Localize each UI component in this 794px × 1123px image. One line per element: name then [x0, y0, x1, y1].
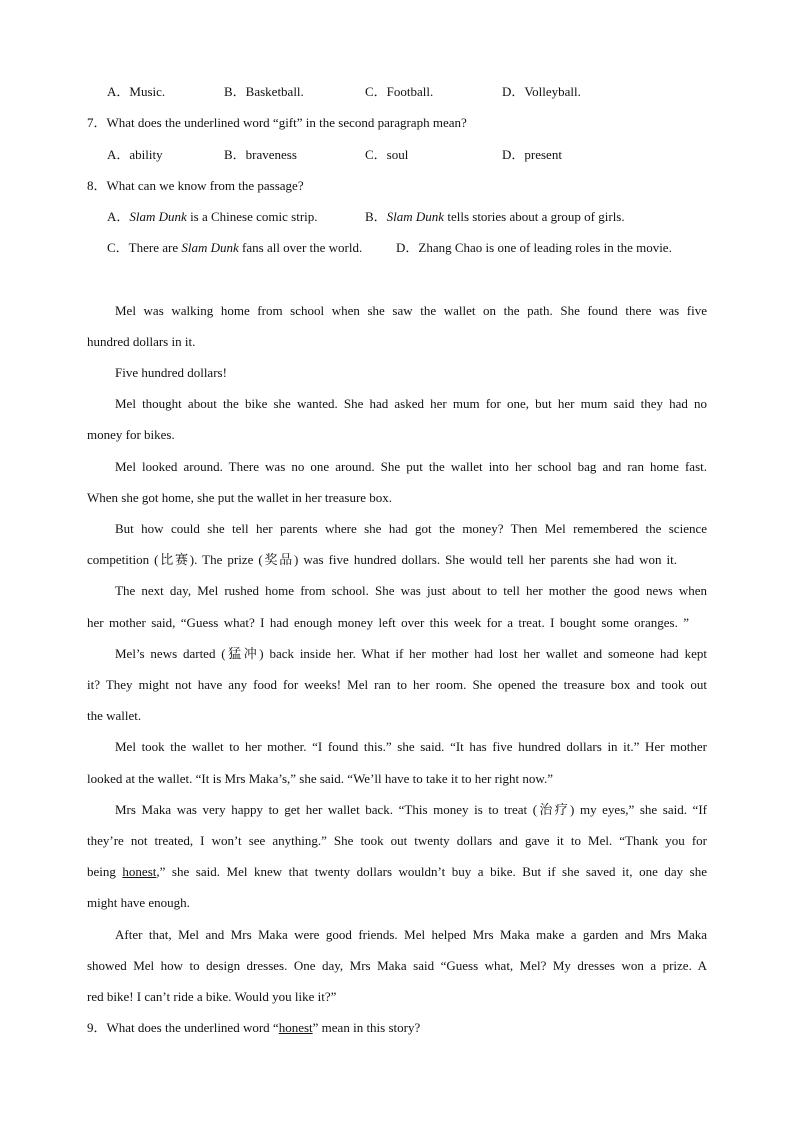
q6-option-a: A．Music. — [107, 84, 166, 99]
q6-option-c: C．Football. — [365, 84, 434, 99]
q7-option-d: D．present — [502, 147, 562, 162]
passage-line: The next day, Mel rushed home from school. She was just about to tell her mother the good news when — [115, 583, 707, 598]
passage-line: might have enough. — [87, 895, 190, 910]
passage-line: they’re not treated, I won’t see anything.” She took out twenty dollars and gave it to Mel. “Thank you for — [87, 833, 707, 848]
passage-line: Mel was walking home from school when she saw the wallet on the path. She found there was five — [115, 303, 707, 318]
passage-line: When she got home, she put the wallet in her treasure box. — [87, 490, 393, 505]
passage-line: Mel thought about the bike she wanted. She had asked her mum for one, but her mum said they had no — [115, 396, 707, 411]
q8-option-b: B．Slam Dunk tells stories about a group of girls. — [365, 209, 625, 224]
q8-stem: 8．What can we know from the passage? — [87, 178, 304, 193]
q7-option-b: B．braveness — [224, 147, 297, 162]
question-9-stem: 9．What does the underlined word “honest” mean in this story? — [87, 1020, 421, 1035]
passage-line: After that, Mel and Mrs Maka were good friends. Mel helped Mrs Maka make a garden and Mrs Maka — [115, 927, 707, 942]
passage-line: it? They might not have any food for weeks! Mel ran to her room. She opened the treasure box and took out — [87, 677, 707, 692]
passage-line: looked at the wallet. “It is Mrs Maka’s,” she said. “We’ll have to take it to her right now.” — [87, 771, 553, 786]
q7-option-c: C．soul — [365, 147, 409, 162]
underlined-word-honest: honest — [278, 1020, 313, 1035]
passage-line: But how could she tell her parents where she had got the money? Then Mel remembered the science — [115, 521, 707, 536]
passage-line: showed Mel how to design dresses. One day, Mrs Maka said “Guess what, Mel? My dresses won a prize. A — [87, 958, 707, 973]
passage-line: Mrs Maka was very happy to get her wallet back. “This money is to treat (治疗) my eyes,” she said. “If — [115, 802, 707, 817]
passage-line: Mel took the wallet to her mother. “I found this.” she said. “It has five hundred dollars in it.” Her mother — [115, 739, 707, 754]
passage-line: competition (比赛). The prize (奖品) was five hundred dollars. She would tell her parents she had won it. — [87, 552, 677, 567]
passage-line: Mel looked around. There was no one around. She put the wallet into her school bag and ran home fast. — [115, 459, 707, 474]
q8-option-a: A．Slam Dunk is a Chinese comic strip. — [107, 209, 318, 224]
passage-line: her mother said, “Guess what? I had enough money left over this week for a treat. I bought some oranges. ” — [87, 615, 689, 630]
q7-option-a: A．ability — [107, 147, 163, 162]
passage-line: red bike! I can’t ride a bike. Would you like it?” — [87, 989, 337, 1004]
q6-option-d: D．Volleyball. — [502, 84, 581, 99]
passage-line: Five hundred dollars! — [115, 365, 227, 380]
q8-option-c: C．There are Slam Dunk fans all over the world. — [107, 240, 363, 255]
passage-line: being honest,” she said. Mel knew that twenty dollars wouldn’t buy a bike. But if she saved it, one day she — [87, 864, 707, 879]
passage-line: Mel’s news darted (猛冲) back inside her. What if her mother had lost her wallet and someone had kept — [115, 646, 707, 661]
passage-line: hundred dollars in it. — [87, 334, 196, 349]
q8-option-d: D．Zhang Chao is one of leading roles in the movie. — [396, 240, 672, 255]
passage-line: the wallet. — [87, 708, 142, 723]
underlined-word-honest: honest — [122, 864, 157, 879]
passage-line: money for bikes. — [87, 427, 175, 442]
q6-option-b: B．Basketball. — [224, 84, 304, 99]
q7-stem: 7．What does the underlined word “gift” in the second paragraph mean? — [87, 115, 467, 130]
